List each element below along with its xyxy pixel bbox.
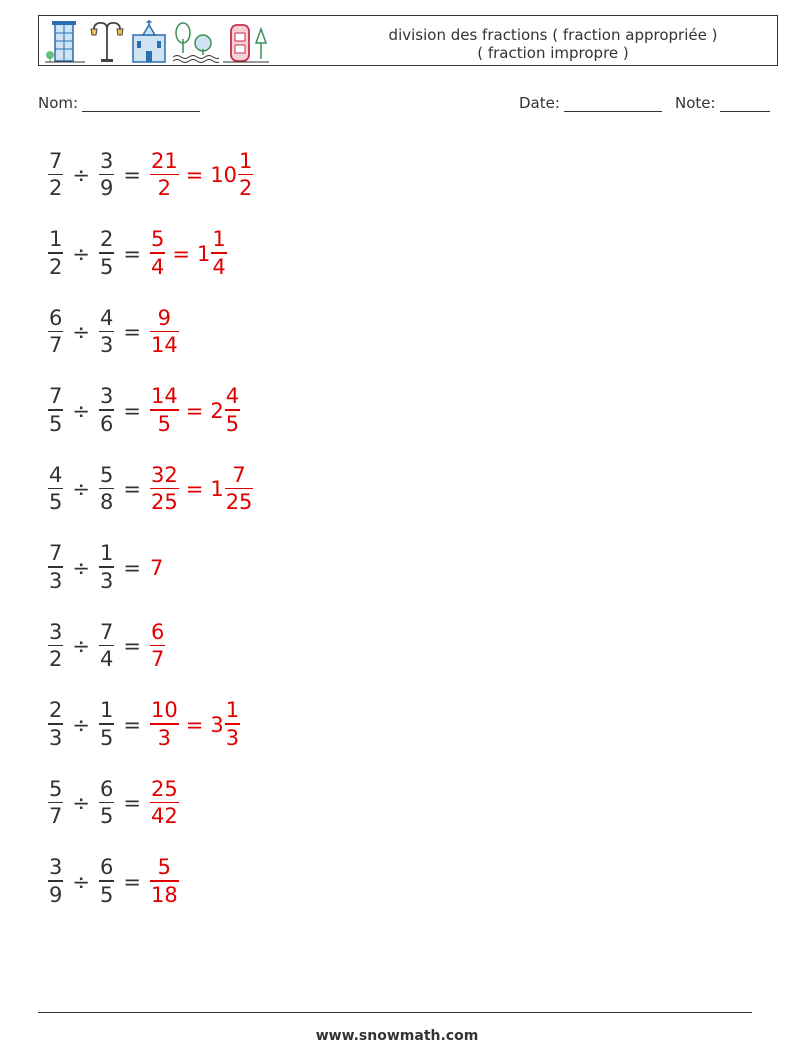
answer-fraction xyxy=(150,776,179,829)
fraction-b-denominator: 5 xyxy=(99,725,114,750)
answer-fraction xyxy=(150,386,179,435)
fraction-a-numerator: 4 xyxy=(49,462,63,487)
score-field[interactable] xyxy=(675,94,770,112)
answer xyxy=(150,462,253,515)
answer xyxy=(150,857,179,906)
mixed-fraction-numerator: 1 xyxy=(225,698,240,723)
fraction-a xyxy=(48,700,63,749)
name-blank[interactable] xyxy=(82,95,200,112)
fraction-a xyxy=(48,543,63,592)
score-label: Note: xyxy=(675,94,716,112)
fraction-b xyxy=(99,857,114,906)
divide-sign: ÷ xyxy=(72,398,90,423)
answer-whole: 7 xyxy=(149,555,164,580)
divide-sign: ÷ xyxy=(72,241,90,266)
mixed-fraction-numerator: 1 xyxy=(239,148,253,173)
mixed-fraction-denominator: 25 xyxy=(225,490,253,515)
fraction-b-denominator: 6 xyxy=(99,411,114,436)
fraction-b xyxy=(99,229,114,278)
fraction-a-denominator: 2 xyxy=(49,176,63,201)
divide-sign: ÷ xyxy=(72,634,90,658)
mixed-fraction-denominator: 5 xyxy=(225,411,240,436)
answer-fraction-denominator: 14 xyxy=(150,333,178,358)
equals-sign: = xyxy=(123,163,141,187)
mixed-whole: 3 xyxy=(210,712,224,737)
header-icons xyxy=(45,19,269,63)
equals-sign: = xyxy=(123,320,141,344)
equals-sign: = xyxy=(123,398,141,423)
problem-row xyxy=(48,145,253,205)
answer-fraction-denominator: 25 xyxy=(150,490,178,515)
fraction-b-denominator: 3 xyxy=(99,333,114,358)
title-line-1: division des fractions ( fraction appropriée ) xyxy=(388,26,718,44)
fraction-b-numerator: 1 xyxy=(99,541,114,566)
answer-fraction-numerator: 32 xyxy=(150,462,178,487)
fraction-b xyxy=(99,700,114,749)
answer-fraction-denominator: 5 xyxy=(157,411,172,436)
answer xyxy=(150,619,165,672)
equals-sign: = xyxy=(123,869,141,894)
problem-row xyxy=(48,852,179,912)
mixed-whole: 2 xyxy=(210,398,224,423)
problem-row xyxy=(48,538,163,598)
mixed-fraction xyxy=(225,386,240,435)
score-blank[interactable] xyxy=(720,95,770,112)
mixed-fraction-denominator: 2 xyxy=(239,176,253,201)
fraction-b xyxy=(99,386,114,435)
answer-equals-sign: = xyxy=(172,241,190,266)
name-field[interactable] xyxy=(38,94,200,112)
fraction-a-numerator: 7 xyxy=(49,148,63,173)
answer-fraction-numerator: 21 xyxy=(150,148,178,173)
fraction-a xyxy=(48,229,63,278)
divide-sign: ÷ xyxy=(72,712,90,737)
mixed-fraction-numerator: 1 xyxy=(212,227,226,252)
mixed-fraction xyxy=(225,462,254,515)
park-trees-icon xyxy=(173,19,219,63)
equals-sign: = xyxy=(123,712,141,737)
divide-sign: ÷ xyxy=(72,320,90,344)
mixed-fraction xyxy=(211,229,226,278)
answer-fraction-numerator: 5 xyxy=(157,855,172,880)
answer-fraction xyxy=(150,857,179,906)
answer-fraction-numerator: 10 xyxy=(150,698,178,723)
fraction-b-numerator: 3 xyxy=(99,384,114,409)
fraction-a xyxy=(48,462,63,515)
divide-sign: ÷ xyxy=(72,163,90,187)
answer xyxy=(150,386,240,435)
fraction-b-numerator: 1 xyxy=(99,698,114,723)
equals-sign: = xyxy=(123,555,141,580)
fraction-a xyxy=(48,776,63,829)
fraction-a-numerator: 5 xyxy=(49,776,63,801)
fraction-a-denominator: 2 xyxy=(49,254,63,279)
fraction-b xyxy=(99,462,114,515)
answer-fraction-denominator: 4 xyxy=(150,254,165,279)
fraction-b xyxy=(99,776,114,829)
fraction-a-denominator: 7 xyxy=(49,804,63,829)
answer-fraction-denominator: 3 xyxy=(157,725,172,750)
answer-equals-sign: = xyxy=(185,163,204,187)
answer-fraction-numerator: 5 xyxy=(150,227,165,252)
answer-equals-sign: = xyxy=(185,398,204,423)
answer xyxy=(150,305,179,358)
answer-fraction-denominator: 7 xyxy=(150,647,165,672)
fraction-b xyxy=(99,619,114,672)
answer xyxy=(150,229,227,278)
footer-url: www.snowmath.com xyxy=(315,1028,479,1044)
worksheet-title xyxy=(343,26,763,62)
problem-row xyxy=(48,616,165,676)
answer-fraction xyxy=(150,619,165,672)
divide-sign: ÷ xyxy=(72,791,90,815)
answer xyxy=(150,148,253,201)
mixed-fraction-denominator: 4 xyxy=(212,254,226,279)
answer xyxy=(150,776,179,829)
problem-row xyxy=(48,381,240,441)
answer-fraction-denominator: 18 xyxy=(150,882,178,907)
divide-sign: ÷ xyxy=(72,477,90,501)
fraction-b xyxy=(99,148,114,201)
mixed-whole: 1 xyxy=(196,241,211,266)
problem-row xyxy=(48,224,227,284)
answer xyxy=(150,556,163,580)
answer-fraction-denominator: 42 xyxy=(150,804,178,829)
fraction-a-numerator: 7 xyxy=(49,541,63,566)
answer xyxy=(150,700,240,749)
fraction-a-denominator: 9 xyxy=(49,882,63,907)
fraction-b-numerator: 5 xyxy=(99,462,114,487)
fraction-a-numerator: 3 xyxy=(49,855,63,880)
fraction-b-denominator: 5 xyxy=(99,254,114,279)
answer-fraction-numerator: 6 xyxy=(150,619,165,644)
fraction-b-numerator: 3 xyxy=(99,148,114,173)
answer-fraction-numerator: 9 xyxy=(157,305,172,330)
fraction-a-numerator: 3 xyxy=(49,619,63,644)
mixed-fraction-denominator: 3 xyxy=(225,725,240,750)
mixed-fraction xyxy=(225,700,240,749)
fraction-a-numerator: 7 xyxy=(49,384,63,409)
fraction-b xyxy=(99,305,114,358)
fraction-b-numerator: 7 xyxy=(99,619,114,644)
answer-fraction-numerator: 25 xyxy=(150,776,178,801)
fraction-a xyxy=(48,857,63,906)
building-icon xyxy=(45,19,85,63)
fraction-a-denominator: 5 xyxy=(49,490,63,515)
fraction-b-denominator: 5 xyxy=(99,804,114,829)
problem-row xyxy=(48,459,253,519)
worksheet-header xyxy=(38,15,778,66)
answer-fraction xyxy=(150,462,179,515)
fraction-a-numerator: 6 xyxy=(49,305,63,330)
fraction-a-denominator: 3 xyxy=(49,725,63,750)
answer-fraction-numerator: 14 xyxy=(150,384,178,409)
fraction-b-numerator: 4 xyxy=(99,305,114,330)
date-label: Date: xyxy=(519,94,560,112)
fraction-a-denominator: 7 xyxy=(49,333,63,358)
mixed-fraction xyxy=(238,148,253,201)
mixed-whole: 1 xyxy=(210,477,224,501)
fraction-b-denominator: 5 xyxy=(99,882,114,907)
church-icon xyxy=(129,19,169,63)
divide-sign: ÷ xyxy=(72,555,90,580)
fraction-b-numerator: 2 xyxy=(99,227,114,252)
answer-equals-sign: = xyxy=(185,712,204,737)
equals-sign: = xyxy=(123,634,141,658)
mixed-fraction-numerator: 7 xyxy=(232,462,246,487)
equals-sign: = xyxy=(123,791,141,815)
problem-row xyxy=(48,773,179,833)
problem-row xyxy=(48,302,179,362)
equals-sign: = xyxy=(123,241,141,266)
equals-sign: = xyxy=(123,477,141,501)
mixed-fraction-numerator: 4 xyxy=(225,384,240,409)
fraction-a-numerator: 1 xyxy=(49,227,63,252)
fraction-b xyxy=(99,543,114,592)
phone-booth-icon xyxy=(223,19,269,63)
title-line-2: ( fraction impropre ) xyxy=(477,44,629,62)
fraction-b-numerator: 6 xyxy=(99,776,114,801)
street-lamp-icon xyxy=(89,19,125,63)
answer-fraction xyxy=(150,700,179,749)
fraction-a xyxy=(48,386,63,435)
answer-fraction xyxy=(150,229,165,278)
fraction-a xyxy=(48,305,63,358)
fraction-b-denominator: 3 xyxy=(99,568,114,593)
problem-row xyxy=(48,695,240,755)
name-label: Nom: xyxy=(38,94,79,112)
date-blank[interactable] xyxy=(564,95,662,112)
fraction-b-numerator: 6 xyxy=(99,855,114,880)
fraction-a-denominator: 3 xyxy=(49,568,63,593)
footer-divider xyxy=(38,1012,752,1013)
divide-sign: ÷ xyxy=(72,869,90,894)
fraction-b-denominator: 9 xyxy=(99,176,114,201)
fraction-a-numerator: 2 xyxy=(49,698,63,723)
fraction-a-denominator: 5 xyxy=(49,411,63,436)
fraction-a xyxy=(48,619,63,672)
fraction-b-denominator: 8 xyxy=(99,490,114,515)
answer-fraction-denominator: 2 xyxy=(157,176,172,201)
answer-fraction xyxy=(150,305,179,358)
fraction-b-denominator: 4 xyxy=(99,647,114,672)
mixed-whole: 10 xyxy=(210,163,238,187)
fraction-a-denominator: 2 xyxy=(49,647,63,672)
fraction-a xyxy=(48,148,63,201)
date-field[interactable] xyxy=(519,94,662,112)
answer-fraction xyxy=(150,148,179,201)
answer-equals-sign: = xyxy=(185,477,204,501)
